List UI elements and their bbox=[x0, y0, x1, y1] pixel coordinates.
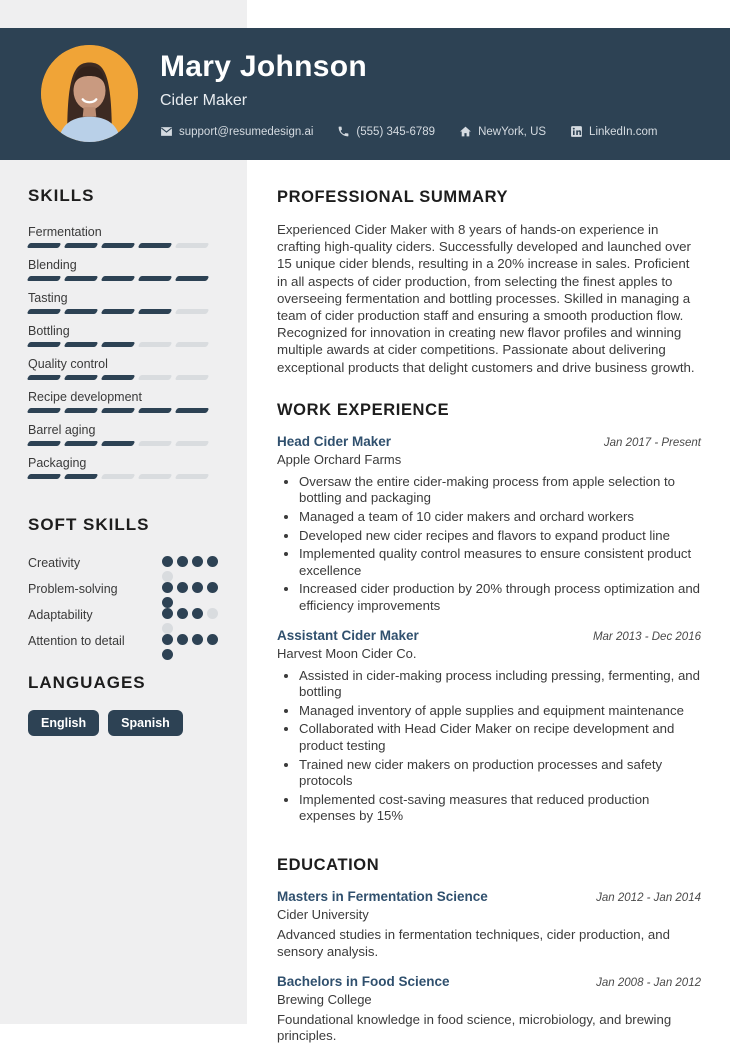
language-badge: English bbox=[28, 710, 99, 736]
skill-bar-segment bbox=[138, 441, 173, 446]
skill-item bbox=[28, 225, 220, 248]
skill-bar-segment bbox=[101, 441, 136, 446]
skill-bar-segment bbox=[175, 474, 210, 479]
rating-dot bbox=[177, 582, 188, 593]
rating-dot bbox=[192, 582, 203, 593]
rating-dot bbox=[207, 582, 218, 593]
skill-bar-segment bbox=[101, 474, 136, 479]
education-heading: EDUCATION bbox=[277, 855, 380, 874]
skill-level-bar bbox=[28, 243, 208, 248]
degree-description: Foundational knowledge in food science, microbiology, and brewing principles. bbox=[277, 1011, 672, 1044]
skill-bar-segment bbox=[175, 408, 210, 413]
skill-item bbox=[28, 258, 220, 281]
rating-dot bbox=[162, 608, 173, 619]
soft-skills-heading: SOFT SKILLS bbox=[28, 515, 150, 534]
school-name: Cider University bbox=[277, 906, 369, 922]
skill-bar-segment bbox=[64, 474, 99, 479]
language-badge: Spanish bbox=[108, 710, 183, 736]
skill-bar-segment bbox=[101, 276, 136, 281]
summary-heading: PROFESSIONAL SUMMARY bbox=[277, 188, 509, 206]
skill-level-bar bbox=[28, 276, 208, 281]
contact-location-text: NewYork, US bbox=[478, 125, 547, 138]
skill-item bbox=[28, 390, 220, 413]
bullet-item: • Trained new cider makers on production processes and safety protocols bbox=[299, 757, 701, 790]
soft-skill-item bbox=[28, 580, 220, 598]
degree-title: Bachelors in Food Science bbox=[277, 973, 450, 989]
rating-dot bbox=[162, 571, 173, 582]
soft-skill-item bbox=[28, 606, 220, 624]
contact-email[interactable] bbox=[160, 125, 313, 138]
skill-bar-segment bbox=[138, 243, 173, 248]
soft-skill-dots bbox=[162, 582, 220, 595]
skill-bar-segment bbox=[101, 243, 136, 248]
contact-email-text: support@resumedesign.ai bbox=[179, 125, 314, 138]
experience-heading: WORK EXPERIENCE bbox=[277, 400, 450, 419]
skill-bar-segment bbox=[138, 342, 173, 347]
soft-skill-label: Creativity bbox=[28, 556, 81, 570]
header-band bbox=[0, 28, 730, 160]
contact-phone[interactable] bbox=[337, 125, 435, 138]
bullet-item: • Managed inventory of apple supplies and equipment maintenance bbox=[299, 703, 701, 720]
soft-skill-dots bbox=[162, 634, 220, 647]
soft-skill-item bbox=[28, 554, 220, 572]
sidebar bbox=[28, 186, 220, 736]
soft-skill-item bbox=[28, 632, 220, 650]
skill-bar-segment bbox=[138, 309, 173, 314]
contact-linkedin[interactable] bbox=[570, 125, 657, 138]
contact-location bbox=[459, 125, 546, 138]
skill-bar-segment bbox=[138, 474, 173, 479]
skill-bar-segment bbox=[175, 342, 210, 347]
person-name: Mary Johnson bbox=[160, 50, 367, 83]
skill-bar-segment bbox=[64, 243, 99, 248]
bullet-item: • Implemented cost-saving measures that reduced production expenses by 15% bbox=[299, 792, 701, 825]
degree-title: Masters in Fermentation Science bbox=[277, 888, 488, 904]
skill-bar-segment bbox=[27, 474, 62, 479]
school-name: Brewing College bbox=[277, 991, 372, 1007]
contact-linkedin-text: LinkedIn.com bbox=[589, 125, 658, 138]
summary-text: Experienced Cider Maker with 8 years of hands-on experience in crafting high-quality ciders. Successfully developed and launched over 15 unique cider blends, resulting in a 20% increase in sales. Proficient in all aspects of cider production, from selecting the finest apples to overseeing fermentation and bottling processes. Skilled in managing a team of cider production staff and ensuring a smooth production flow. Recognized for innovation in creating new flavor profiles and winning multiple awards at cider competitions. Passionate about delivering exceptional products that delight customers and drive business growth. bbox=[277, 222, 695, 375]
skill-level-bar bbox=[28, 375, 208, 380]
soft-skill-dots bbox=[162, 608, 220, 621]
skill-item bbox=[28, 324, 220, 347]
main-column bbox=[277, 188, 701, 1058]
skill-bar-segment bbox=[27, 375, 62, 380]
rating-dot bbox=[162, 634, 173, 645]
skill-bar-segment bbox=[175, 309, 210, 314]
skill-bar-segment bbox=[27, 408, 62, 413]
skill-bar-segment bbox=[64, 276, 99, 281]
rating-dot bbox=[192, 608, 203, 619]
rating-dot bbox=[207, 634, 218, 645]
skill-bar-segment bbox=[64, 342, 99, 347]
soft-skill-label: Attention to detail bbox=[28, 634, 125, 649]
rating-dot bbox=[177, 556, 188, 567]
rating-dot bbox=[177, 634, 188, 645]
job-title: Head Cider Maker bbox=[277, 433, 392, 449]
skill-label: Blending bbox=[28, 258, 77, 272]
degree-dates: Jan 2012 - Jan 2014 bbox=[596, 891, 701, 904]
bullet-item: • Developed new cider recipes and flavors to expand product line bbox=[299, 528, 701, 545]
rating-dot bbox=[162, 556, 173, 567]
skill-bar-segment bbox=[101, 375, 136, 380]
skill-bar-segment bbox=[175, 243, 210, 248]
rating-dot bbox=[207, 556, 218, 567]
bullet-item: • Collaborated with Head Cider Maker on recipe development and product testing bbox=[299, 721, 701, 754]
skill-bar-segment bbox=[64, 441, 99, 446]
skill-label: Packaging bbox=[28, 456, 87, 470]
rating-dot bbox=[177, 608, 188, 619]
skill-level-bar bbox=[28, 342, 208, 347]
skill-bar-segment bbox=[27, 276, 62, 281]
skill-level-bar bbox=[28, 408, 208, 413]
skill-item bbox=[28, 456, 220, 479]
skill-bar-segment bbox=[27, 243, 62, 248]
skill-bar-segment bbox=[101, 309, 136, 314]
job-company: Harvest Moon Cider Co. bbox=[277, 645, 417, 661]
job-dates: Jan 2017 - Present bbox=[603, 436, 701, 449]
skill-bar-segment bbox=[101, 408, 136, 413]
bullet-item: • Increased cider production by 20% through process optimization and efficiency improvements bbox=[299, 581, 701, 614]
experience-entry bbox=[277, 434, 701, 615]
job-company: Apple Orchard Farms bbox=[277, 451, 402, 467]
degree-description: Advanced studies in fermentation techniques, cider production, and sensory analysis. bbox=[277, 926, 670, 959]
job-title: Assistant Cider Maker bbox=[277, 627, 419, 643]
avatar bbox=[41, 45, 138, 142]
contact-row bbox=[160, 125, 710, 138]
skill-bar-segment bbox=[64, 375, 99, 380]
skill-bar-segment bbox=[138, 276, 173, 281]
skill-bar-segment bbox=[64, 309, 99, 314]
skill-label: Fermentation bbox=[28, 225, 102, 239]
soft-skill-label: Adaptability bbox=[28, 608, 93, 623]
skill-bar-segment bbox=[175, 375, 210, 380]
skill-bar-segment bbox=[27, 441, 62, 446]
skill-label: Quality control bbox=[28, 357, 108, 371]
bullet-item: • Oversaw the entire cider-making process from apple selection to bottling and packaging bbox=[299, 474, 701, 507]
skill-item bbox=[28, 357, 220, 380]
skill-bar-segment bbox=[138, 375, 173, 380]
education-entry bbox=[277, 974, 701, 1046]
person-job-title: Cider Maker bbox=[160, 92, 248, 109]
skills-heading: SKILLS bbox=[28, 186, 95, 205]
skill-bar-segment bbox=[27, 342, 62, 347]
skill-level-bar bbox=[28, 441, 208, 446]
skill-label: Barrel aging bbox=[28, 423, 96, 437]
rating-dot bbox=[162, 582, 173, 593]
skill-bar-segment bbox=[138, 408, 173, 413]
rating-dot bbox=[207, 608, 218, 619]
skill-bar-segment bbox=[175, 276, 210, 281]
languages-heading: LANGUAGES bbox=[28, 672, 146, 692]
soft-skill-label: Problem-solving bbox=[28, 582, 118, 597]
bullet-item: • Assisted in cider-making process including pressing, fermenting, and bottling bbox=[299, 668, 701, 701]
job-bullet-list bbox=[277, 474, 701, 615]
education-entry bbox=[277, 889, 701, 961]
skill-label: Recipe development bbox=[28, 390, 142, 404]
email-icon bbox=[160, 125, 173, 138]
avatar-photo-illustration bbox=[41, 45, 138, 142]
skill-label: Tasting bbox=[28, 291, 68, 305]
job-bullet-list bbox=[277, 668, 701, 825]
contact-phone-text: (555) 345-6789 bbox=[356, 125, 436, 138]
bullet-item: • Implemented quality control measures to ensure consistent product excellence bbox=[299, 546, 701, 579]
rating-dot bbox=[192, 634, 203, 645]
linkedin-icon bbox=[570, 125, 583, 138]
skill-bar-segment bbox=[64, 408, 99, 413]
degree-dates: Jan 2008 - Jan 2012 bbox=[596, 976, 701, 989]
phone-icon bbox=[337, 125, 350, 138]
job-dates: Mar 2013 - Dec 2016 bbox=[592, 630, 701, 643]
skill-item bbox=[28, 291, 220, 314]
bullet-item: • Managed a team of 10 cider makers and orchard workers bbox=[299, 509, 701, 526]
experience-entry bbox=[277, 628, 701, 825]
skill-level-bar bbox=[28, 309, 208, 314]
skill-item bbox=[28, 423, 220, 446]
skill-label: Bottling bbox=[28, 324, 70, 338]
skill-bar-segment bbox=[27, 309, 62, 314]
soft-skill-dots bbox=[162, 556, 220, 569]
languages-list bbox=[28, 710, 220, 736]
skill-level-bar bbox=[28, 474, 208, 479]
skill-bar-segment bbox=[175, 441, 210, 446]
rating-dot bbox=[192, 556, 203, 567]
home-icon bbox=[459, 125, 472, 138]
skill-bar-segment bbox=[101, 342, 136, 347]
